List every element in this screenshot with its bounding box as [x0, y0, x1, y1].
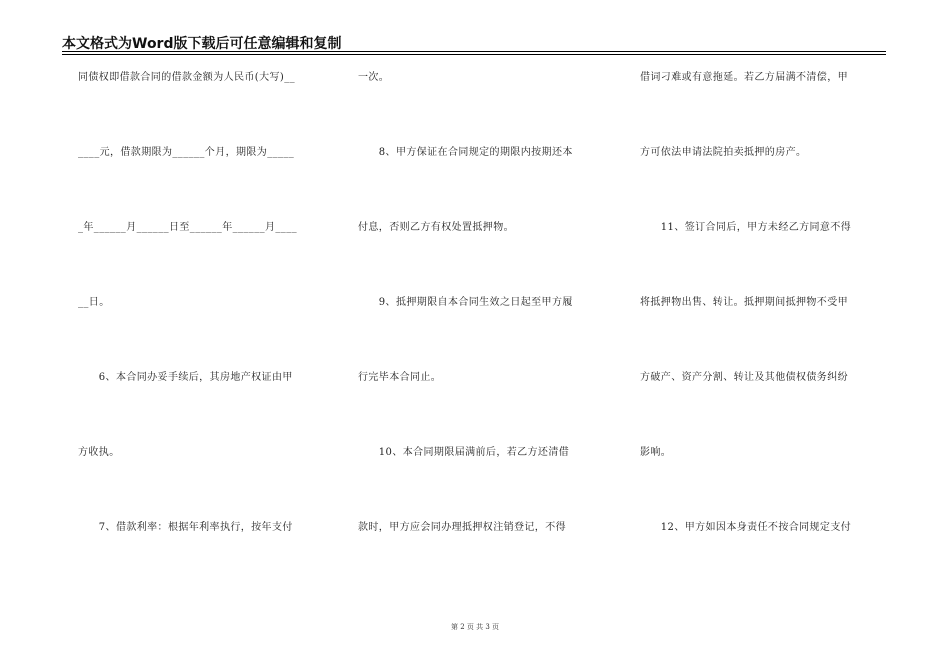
column-2-line-5: 行完毕本合同止。	[358, 372, 442, 383]
column-2-line-4: 9、抵押期限自本合同生效之日起至甲方履	[358, 297, 573, 308]
column-1-line-4: __日。	[78, 297, 110, 308]
column-2-line-7: 款时，甲方应会同办理抵押权注销登记，不得	[358, 522, 566, 533]
text-column-2	[358, 70, 608, 595]
column-3-line-3: 11、签订合同后，甲方未经乙方同意不得	[640, 222, 852, 233]
column-2-line-1: 一次。	[358, 72, 390, 83]
column-1-line-5: 6、本合同办妥手续后，其房地产权证由甲	[78, 372, 293, 383]
column-1-line-6: 方收执。	[78, 447, 120, 458]
column-3-line-6: 影响。	[640, 447, 672, 458]
header-rule-top	[62, 51, 886, 52]
column-1-line-2: ____元，借款期限为______个月，期限为_____	[78, 147, 295, 158]
column-1-line-1: 同债权即借款合同的借款金额为人民币(大写)__	[78, 72, 296, 83]
column-2-line-6: 10、本合同期限届满前后，若乙方还清借	[358, 447, 570, 458]
column-2-line-3: 付息，否则乙方有权处置抵押物。	[358, 222, 514, 233]
column-3-line-1: 借词刁难或有意拖延。若乙方届满不清偿，甲	[640, 72, 848, 83]
text-column-3	[640, 70, 890, 595]
column-3-line-7: 12、甲方如因本身责任不按合同规定支付	[640, 522, 852, 533]
column-1-line-7: 7、借款利率：根据年利率执行，按年支付	[78, 522, 293, 533]
column-2-line-2: 8、甲方保证在合同规定的期限内按期还本	[358, 147, 573, 158]
column-3-line-2: 方可依法申请法院拍卖抵押的房产。	[640, 147, 807, 158]
header-rule-bottom	[62, 54, 886, 55]
page-number-footer: 第 2 页 共 3 页	[450, 623, 500, 631]
document-header-title: 本文格式为Word版下载后可任意编辑和复制	[62, 36, 342, 52]
column-1-line-3: _年______月______日至______年______月____	[78, 222, 297, 233]
column-3-line-4: 将抵押物出售、转让。抵押期间抵押物不受甲	[640, 297, 848, 308]
text-column-1	[78, 70, 328, 595]
column-3-line-5: 方破产、资产分割、转让及其他债权债务纠纷	[640, 372, 848, 383]
